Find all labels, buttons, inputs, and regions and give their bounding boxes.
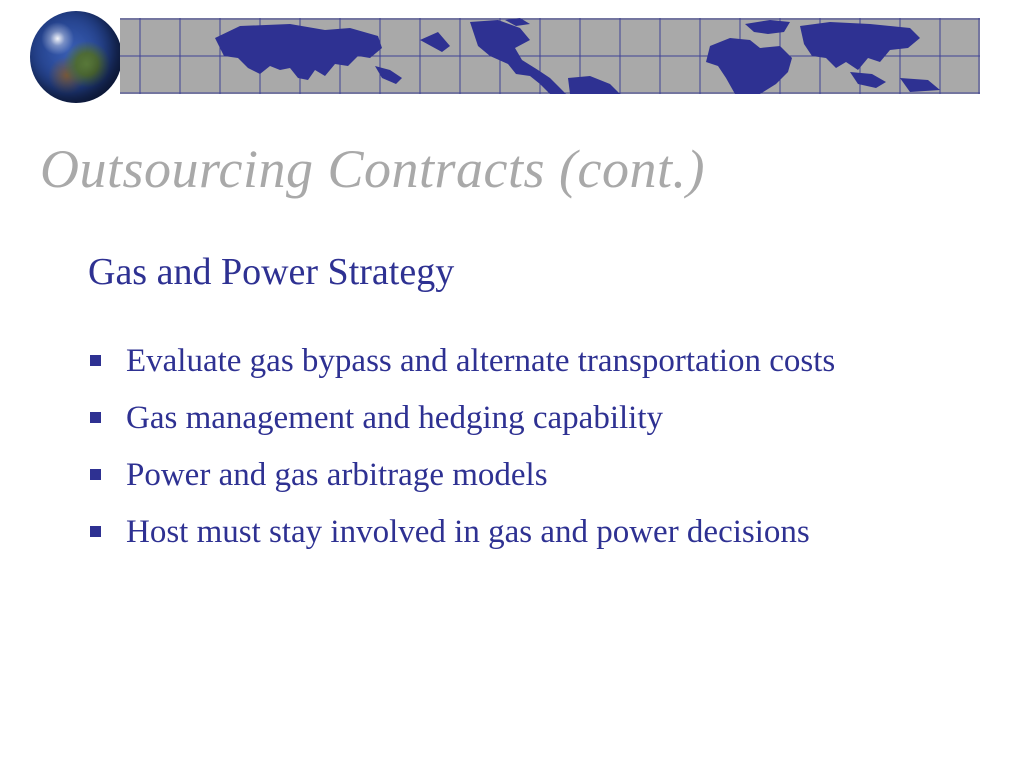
bullet-text: Power and gas arbitrage models	[126, 457, 548, 493]
world-map-graphic	[120, 18, 980, 94]
globe-icon	[30, 11, 122, 103]
world-map-banner	[120, 18, 980, 94]
square-bullet-icon	[90, 355, 101, 366]
slide-subtitle: Gas and Power Strategy	[88, 251, 455, 293]
bullet-item	[88, 509, 968, 555]
bullet-text: Gas management and hedging capability	[126, 400, 663, 436]
bullet-item	[88, 452, 968, 498]
bullet-item	[88, 395, 968, 441]
bullet-text: Evaluate gas bypass and alternate transportation costs	[126, 343, 836, 379]
bullet-text: Host must stay involved in gas and power decisions	[126, 514, 810, 550]
square-bullet-icon	[90, 469, 101, 480]
bullet-list	[88, 338, 968, 566]
square-bullet-icon	[90, 412, 101, 423]
square-bullet-icon	[90, 526, 101, 537]
bullet-item	[88, 338, 968, 384]
slide-title: Outsourcing Contracts (cont.)	[40, 139, 705, 199]
